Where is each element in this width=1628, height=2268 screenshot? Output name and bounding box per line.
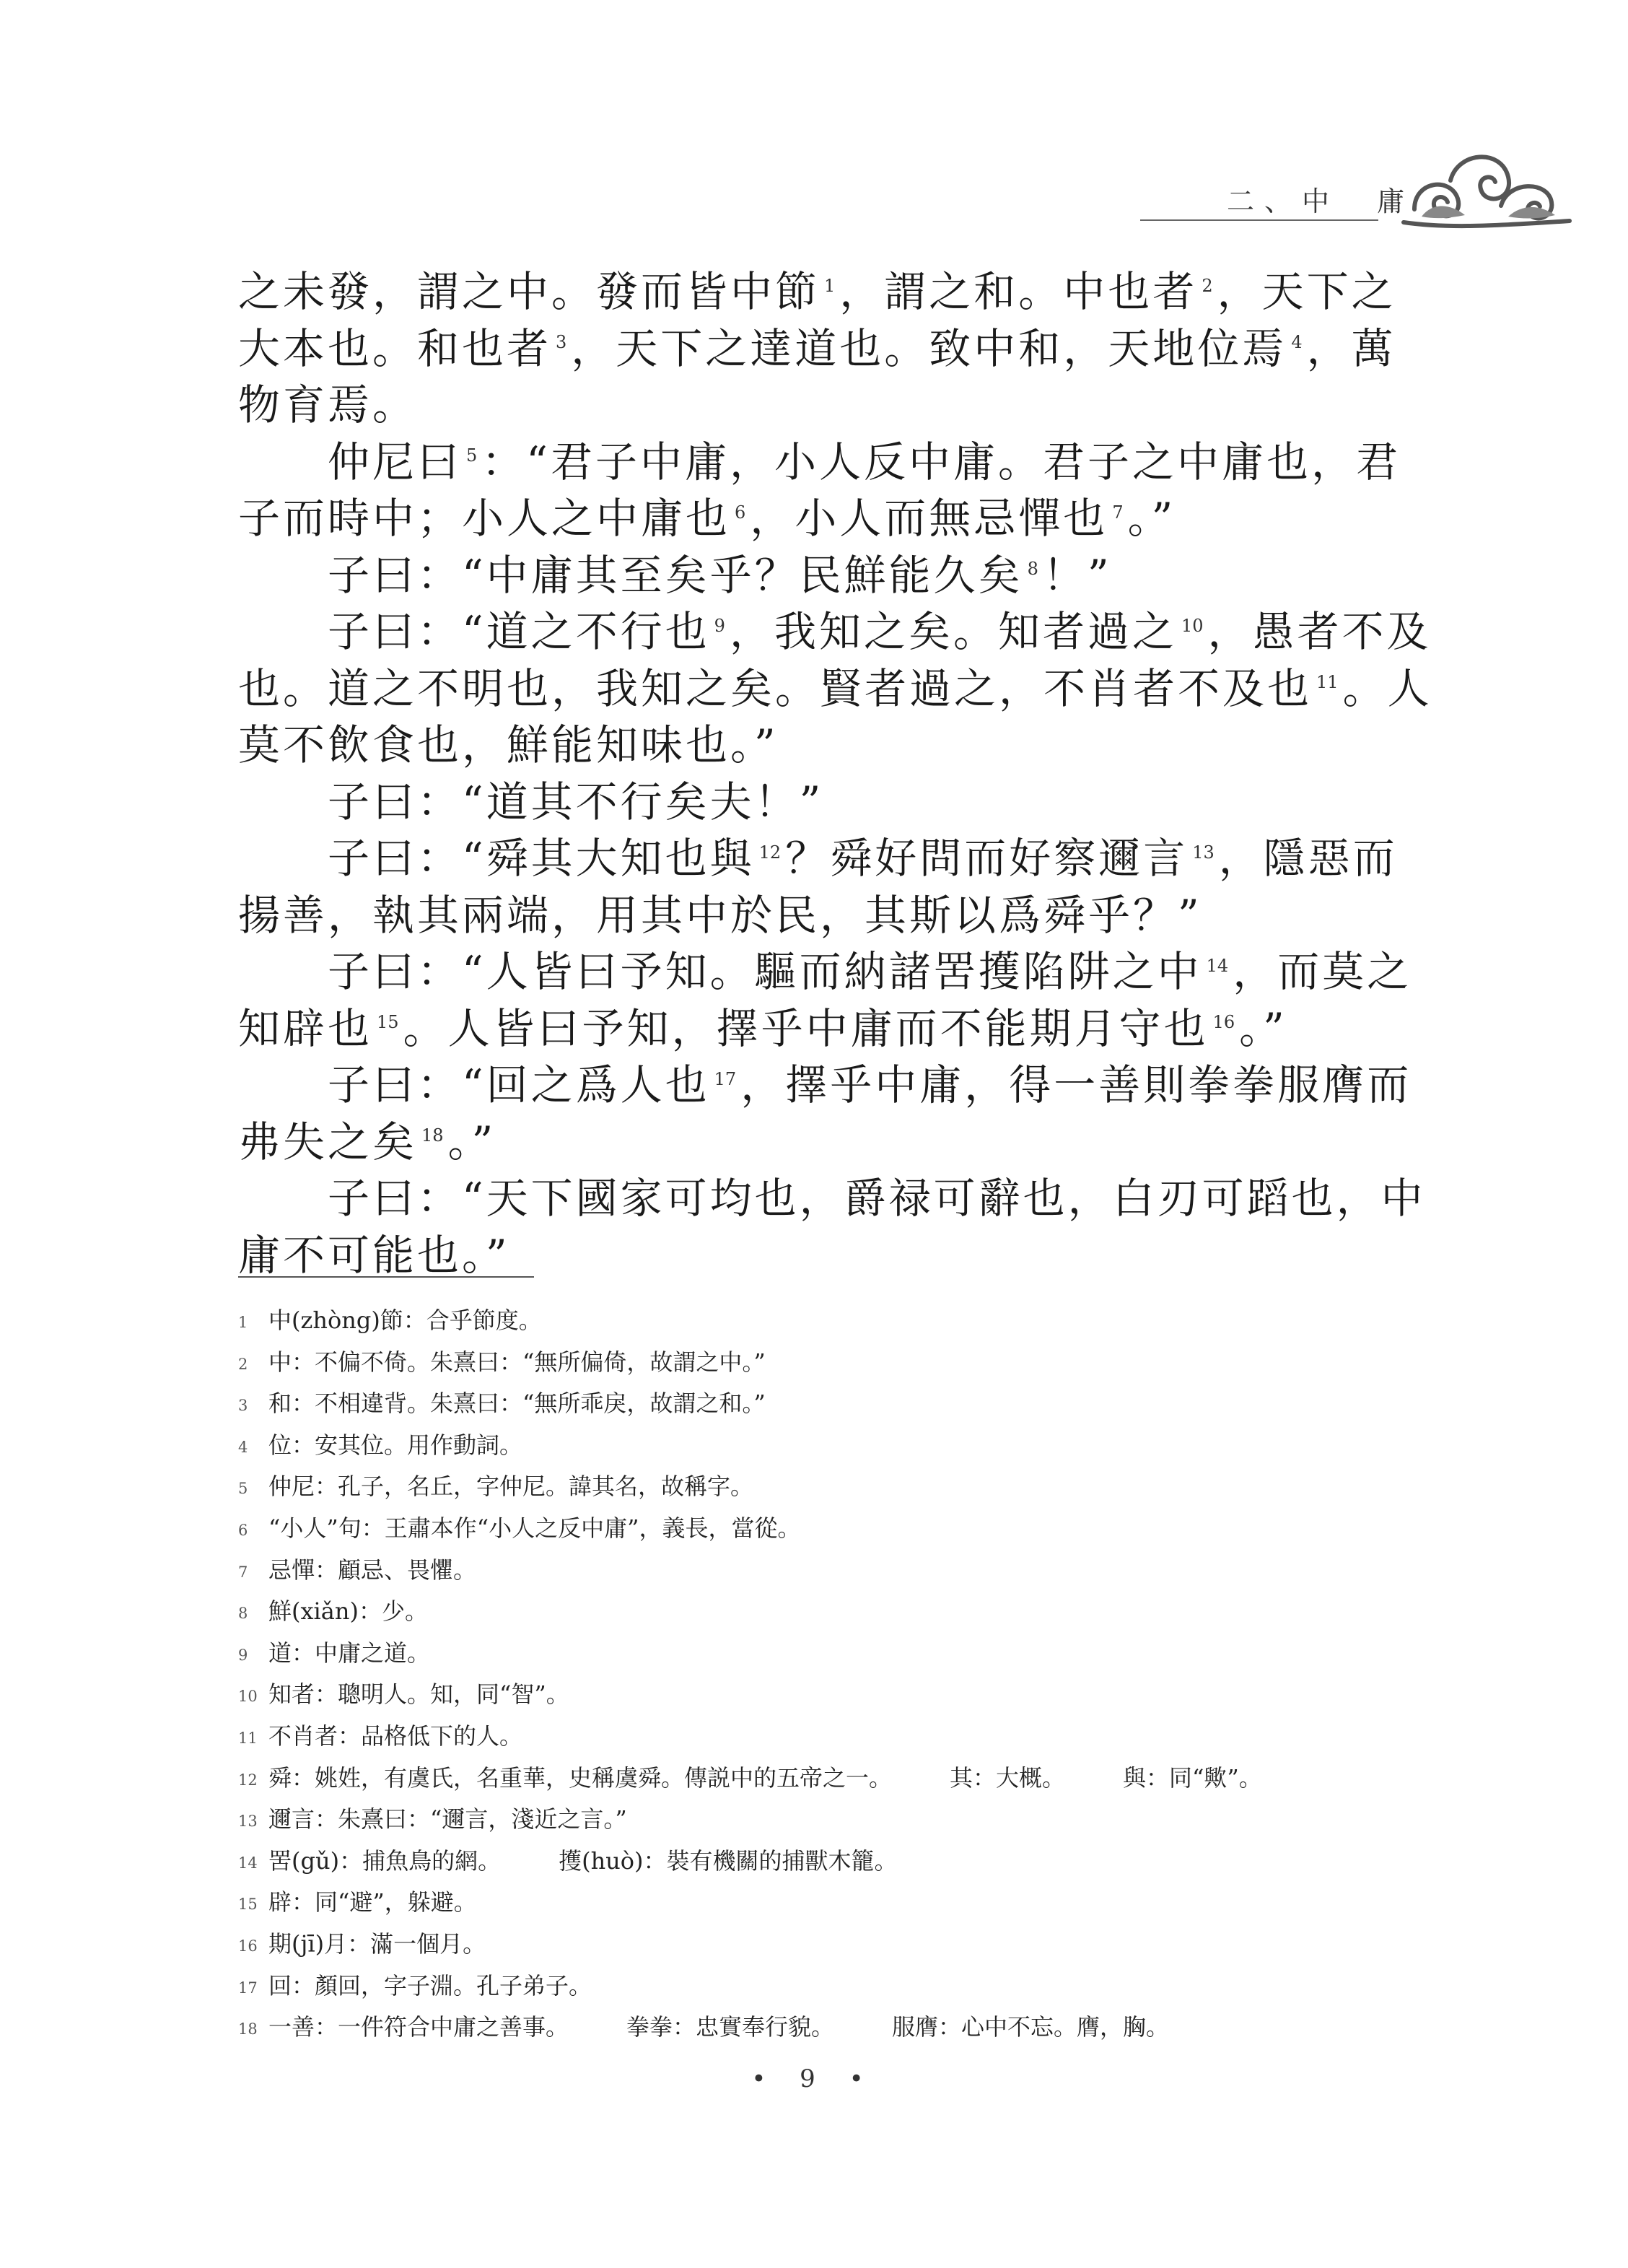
footnote-number: 6	[238, 1521, 248, 1539]
footnote-number: 1	[238, 1314, 248, 1331]
paragraph	[238, 943, 1436, 1057]
footnote-ref: 8	[1027, 559, 1038, 580]
footnote-number: 12	[238, 1771, 258, 1789]
paragraph-text: ，萬物育焉。	[238, 323, 1396, 429]
paragraph-text: ！”	[1042, 550, 1112, 600]
footnote-number: 16	[238, 1937, 258, 1955]
paragraph	[238, 1057, 1436, 1170]
footnotes	[238, 1301, 1465, 2049]
footnote	[238, 1467, 1465, 1509]
paragraph-text: ，隱惡而揚善，執其兩端，用其中於民，其斯以爲舜乎？”	[238, 834, 1398, 940]
footnote-text: 舜：姚姓，有虞氏，名重華，史稱虞舜。傳説中的五帝之一。	[268, 1763, 893, 1792]
footnote-ref: 2	[1202, 275, 1213, 296]
paragraph-text: ？舜好問而好察邇言	[785, 834, 1189, 883]
footnote-text: 道：中庸之道。	[268, 1639, 431, 1667]
paragraph-text: 子曰：“天下國家可均也，爵禄可辭也，白刃可蹈也，中庸不可能也。”	[238, 1174, 1426, 1280]
footnote-number: 5	[238, 1480, 248, 1498]
page-number: • 9 •	[751, 2064, 877, 2093]
footnote-text: 罟(gǔ)：捕魚鳥的網。	[268, 1846, 502, 1875]
footnote-ref: 5	[466, 445, 478, 466]
paragraph-text: 之未發，謂之中。發而皆中節	[238, 267, 820, 316]
footnote-text: 中：不偏不倚。朱熹曰：“無所偏倚，故謂之中。”	[268, 1348, 766, 1376]
running-header-title: 二、中 庸	[1227, 186, 1415, 217]
footnote-text: 位：安其位。用作動詞。	[268, 1431, 523, 1459]
footnote-number: 2	[238, 1355, 248, 1373]
footnote-ref: 10	[1181, 615, 1204, 636]
footnote-ref: 4	[1291, 332, 1303, 353]
footnote-text: “小人”句：王肅本作“小人之反中庸”，義長，當從。	[268, 1514, 801, 1542]
footnote-ref: 15	[377, 1012, 399, 1033]
footnote-text: 不肖者：品格低下的人。	[268, 1722, 523, 1750]
main-text	[238, 263, 1436, 1283]
footnote	[238, 1550, 1465, 1592]
footnote	[238, 1634, 1465, 1675]
footnote-ref: 7	[1112, 502, 1124, 523]
footnote-number: 14	[238, 1854, 258, 1872]
footnote-text: 一善：一件符合中庸之善事。	[268, 2013, 569, 2041]
paragraph-text: ，而莫之知辟也	[238, 947, 1412, 1053]
paragraph	[238, 434, 1436, 547]
footnote	[238, 1883, 1465, 1924]
footnote-text: 邇言：朱熹曰：“邇言，淺近之言。”	[268, 1805, 627, 1833]
footnote	[238, 1592, 1465, 1634]
paragraph-text: ，謂之和。中也者	[839, 267, 1198, 316]
footnote	[238, 1841, 1465, 1883]
paragraph-text: 。”	[1239, 1003, 1287, 1053]
footnote-number: 3	[238, 1397, 248, 1415]
cloud-ornament-icon	[1400, 137, 1573, 231]
footnote-ref: 17	[714, 1068, 737, 1089]
footnote-text: 回：顏回，字子淵。孔子弟子。	[268, 1971, 592, 1999]
footnote-ref: 3	[556, 332, 567, 353]
paragraph-text: ：“君子中庸，小人反中庸。君子之中庸也，君子而時中；小人之中庸也	[238, 437, 1401, 543]
paragraph	[238, 263, 1436, 434]
paragraph-text: ，愚者不及也。道之不明也，我知之矣。賢者過之，不肖者不及也	[238, 607, 1432, 713]
running-header	[1140, 137, 1573, 238]
footnote-ref: 14	[1206, 955, 1229, 976]
footnote-ref: 11	[1316, 672, 1339, 693]
footnote-number: 9	[238, 1646, 248, 1664]
footnote	[238, 1966, 1465, 2008]
footnote-number: 10	[238, 1688, 258, 1706]
footnote-number: 13	[238, 1813, 258, 1831]
footnote	[238, 1717, 1465, 1758]
footnote	[238, 1301, 1465, 1343]
paragraph-text: 子曰：“舜其大知也與	[328, 834, 755, 883]
paragraph	[238, 830, 1436, 943]
footnote	[238, 1924, 1465, 1966]
footnote-text: 與：同“歟”。	[1123, 1763, 1262, 1792]
paragraph-text: ，小人而無忌憚也	[750, 494, 1108, 543]
footnote-ref: 9	[714, 615, 725, 636]
footnote-separator	[238, 1276, 534, 1278]
footnote-text: 鮮(xiǎn)：少。	[268, 1597, 428, 1626]
footnote	[238, 1509, 1465, 1550]
footnote-text: 拳拳：忠實奉行貌。	[626, 2013, 835, 2041]
paragraph-text: 子曰：“道其不行矣夫！”	[328, 777, 824, 826]
footnote	[238, 1800, 1465, 1841]
footnote-ref: 13	[1192, 842, 1215, 863]
paragraph	[238, 603, 1436, 774]
footnote-text: 中(zhòng)節：合乎節度。	[268, 1307, 542, 1334]
paragraph-text: 。人皆曰予知，擇乎中庸而不能期月守也	[403, 1003, 1209, 1053]
paragraph-text: ，天下之大本也。和也者	[238, 267, 1396, 373]
footnote-ref: 1	[824, 275, 836, 296]
paragraph-text: 子曰：“人皆曰予知。驅而納諸罟擭陷阱之中	[328, 947, 1202, 996]
footnote-text: 其：大概。	[950, 1763, 1066, 1792]
footnote-number: 11	[238, 1729, 258, 1747]
paragraph	[238, 774, 1436, 831]
paragraph-text: 子曰：“中庸其至矣乎？民鮮能久矣	[328, 550, 1023, 600]
footnote	[238, 1675, 1465, 1717]
footnote-number: 15	[238, 1896, 258, 1914]
footnote-ref: 6	[735, 502, 746, 523]
footnote-text: 忌憚：顧忌、畏懼。	[268, 1556, 477, 1584]
paragraph-text: 子曰：“回之爲人也	[328, 1060, 710, 1109]
footnote-number: 7	[238, 1563, 248, 1581]
footnote-text: 和：不相違背。朱熹曰：“無所乖戾，故謂之和。”	[268, 1390, 766, 1418]
footnote-text: 擭(huò)：裝有機關的捕獸木籠。	[559, 1846, 898, 1875]
footnote-text: 知者：聰明人。知，同“智”。	[268, 1680, 569, 1709]
paragraph-text: ，我知之矣。知者過之	[729, 607, 1177, 656]
footnote-text: 辟：同“避”，躲避。	[268, 1888, 477, 1916]
paragraph-text: 。”	[447, 1117, 496, 1166]
paragraph-text: 。人莫不飲食也，鮮能知味也。”	[238, 663, 1432, 769]
footnote-text: 仲尼：孔子，名丘，字仲尼。諱其名，故稱字。	[268, 1473, 754, 1501]
footnote	[238, 1384, 1465, 1426]
footnote-ref: 18	[421, 1125, 444, 1146]
paragraph-text: ，天下之達道也。致中和，天地位焉	[571, 323, 1287, 373]
footnote-number: 17	[238, 1979, 258, 1997]
footnote-number: 4	[238, 1438, 248, 1456]
paragraph	[238, 1170, 1436, 1283]
footnote	[238, 1758, 1465, 1800]
footnote-number: 8	[238, 1605, 248, 1623]
footnote-text: 期(jī)月：滿一個月。	[268, 1929, 486, 1958]
footnote	[238, 2007, 1465, 2049]
paragraph	[238, 547, 1436, 604]
header-rule	[1140, 219, 1378, 221]
footnote-ref: 16	[1212, 1012, 1235, 1033]
paragraph-text: 仲尼曰	[328, 437, 463, 487]
footnote	[238, 1426, 1465, 1467]
footnote-number: 18	[238, 2020, 258, 2038]
footnote-ref: 12	[758, 842, 782, 863]
footnote	[238, 1343, 1465, 1384]
paragraph-text: 。”	[1127, 494, 1176, 543]
footnote-text: 服膺：心中不忘。膺，胸。	[892, 2013, 1170, 2041]
paragraph-text: ，擇乎中庸，得一善則拳拳服膺而弗失之矣	[238, 1060, 1412, 1166]
paragraph-text: 子曰：“道之不行也	[328, 607, 710, 656]
